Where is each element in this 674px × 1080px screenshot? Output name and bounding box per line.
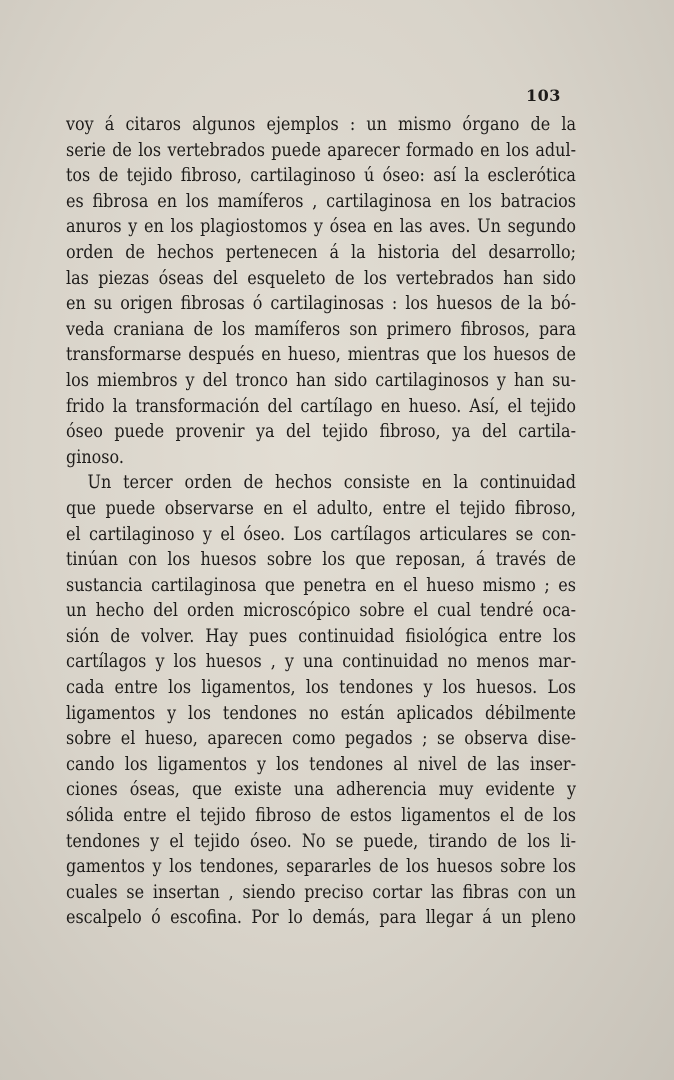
text-line: orden de hechos pertenecen á la historia del desarrollo; xyxy=(66,241,576,263)
text-line: sustancia cartilaginosa que penetra en el hueso mismo ; es xyxy=(66,574,576,596)
text-line: óseo puede provenir ya del tejido fibroso, ya del cartila- xyxy=(66,421,576,443)
text-line: cartílagos y los huesos , y una continuidad no menos mar- xyxy=(66,651,576,673)
text-line: el cartilaginoso y el óseo. Los cartílagos articulares se con- xyxy=(66,523,576,545)
text-line: voy á citaros algunos ejemplos : un mismo órgano de la xyxy=(66,114,576,135)
text-line: sión de volver. Hay pues continuidad fisiológica entre los xyxy=(66,625,576,647)
paragraph-1 xyxy=(66,112,576,470)
paragraph-2 xyxy=(66,470,576,931)
text-line: escalpelo ó escofina. Por lo demás, para llegar á un pleno xyxy=(66,907,576,929)
text-line: transformarse después en hueso, mientras que los huesos de xyxy=(66,344,576,366)
text-line: sobre el hueso, aparecen como pegados ; se observa dise- xyxy=(66,728,576,750)
text-line: tos de tejido fibroso, cartilaginoso ú óseo: así la esclerótica xyxy=(66,165,576,187)
text-line: los miembros y del tronco han sido cartilaginosos y han su- xyxy=(66,369,576,391)
text-line: en su origen fibrosas ó cartilaginosas : los huesos de la bó- xyxy=(66,293,576,315)
text-line: las piezas óseas del esqueleto de los vertebrados han sido xyxy=(66,267,576,289)
text-line: ciones óseas, que existe una adherencia muy evidente y xyxy=(66,779,576,801)
text-line: es fibrosa en los mamíferos , cartilaginosa en los batracios xyxy=(66,190,576,212)
text-line: sólida entre el tejido fibroso de estos ligamentos el de los xyxy=(66,805,576,827)
text-line: tinúan con los huesos sobre los que reposan, á través de xyxy=(66,549,576,571)
text-line: cuales se insertan , siendo preciso cortar las fibras con un xyxy=(66,881,576,903)
text-line: un hecho del orden microscópico sobre el cual tendré oca- xyxy=(66,600,576,622)
text-line: que puede observarse en el adulto, entre el tejido fibroso, xyxy=(66,497,576,519)
text-line: cada entre los ligamentos, los tendones y los huesos. Los xyxy=(66,677,576,699)
text-line: cando los ligamentos y los tendones al nivel de las inser- xyxy=(66,753,576,775)
body-text xyxy=(66,112,576,931)
text-line: tendones y el tejido óseo. No se puede, tirando de los li- xyxy=(66,830,576,852)
text-line: ginoso. xyxy=(66,446,124,468)
text-line: frido la transformación del cartílago en hueso. Así, el tejido xyxy=(66,395,576,417)
page-number: 103 xyxy=(526,86,561,105)
text-line: gamentos y los tendones, separarles de los huesos sobre los xyxy=(66,856,576,878)
text-line: anuros y en los plagiostomos y ósea en las aves. Un segundo xyxy=(66,216,576,238)
text-line: ligamentos y los tendones no están aplicados débilmente xyxy=(66,702,576,724)
text-line: veda craniana de los mamíferos son primero fibrosos, para xyxy=(66,318,576,340)
text-line: serie de los vertebrados puede aparecer formado en los adul- xyxy=(66,139,576,161)
text-line: Un tercer orden de hechos consiste en la continuidad xyxy=(87,472,576,494)
